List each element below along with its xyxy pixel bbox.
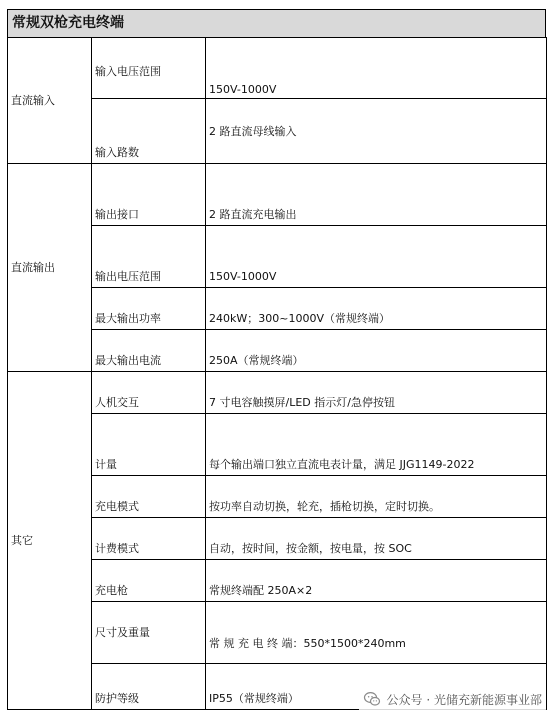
table-row <box>8 372 547 414</box>
spec-label: 输入电压范围 <box>92 38 206 99</box>
watermark <box>359 688 546 710</box>
spec-label: 计费模式 <box>92 518 206 560</box>
spec-value: IP55（常规终端） <box>206 664 547 710</box>
group-cell-dc-output: 直流输出 <box>8 164 92 372</box>
spec-label: 最大输出电流 <box>92 330 206 372</box>
watermark-text: 公众号 · 光储充新能源事业部 <box>386 692 542 707</box>
table-row <box>8 38 547 99</box>
spec-label: 计量 <box>92 414 206 476</box>
spec-value: 常规终端配 250A×2 <box>206 560 547 602</box>
spec-label: 输出电压范围 <box>92 226 206 288</box>
table-row <box>8 164 547 226</box>
spec-value: 每个输出端口独立直流电表计量，满足 JJG1149-2022 <box>206 414 547 476</box>
spec-value: 7 寸电容触摸屏/LED 指示灯/急停按钮 <box>206 372 547 414</box>
spec-label: 输出接口 <box>92 164 206 226</box>
table-title-bar <box>7 9 546 38</box>
spec-label: 尺寸及重量 <box>92 602 206 664</box>
group-cell-other: 其它 <box>8 372 92 710</box>
group-cell-dc-input: 直流输入 <box>8 38 92 164</box>
spec-value: 240kW；300~1000V（常规终端） <box>206 288 547 330</box>
spec-label: 最大输出功率 <box>92 288 206 330</box>
page-title: 常规双枪充电终端 <box>12 15 124 31</box>
spec-table <box>7 37 547 710</box>
spec-value: 250A（常规终端） <box>206 330 547 372</box>
spec-value: 按功率自动切换，轮充，插枪切换，定时切换。 <box>206 476 547 518</box>
wechat-icon <box>363 690 381 708</box>
spec-value: 2 路直流充电输出 <box>206 164 547 226</box>
spec-value: 150V-1000V <box>206 226 547 288</box>
spec-value: 150V-1000V <box>206 38 547 99</box>
spec-value: 自动，按时间，按金额，按电量，按 SOC <box>206 518 547 560</box>
spec-value: 常 规 充 电 终 端：550*1500*240mm <box>206 602 547 664</box>
spec-label: 防护等级 <box>92 664 206 710</box>
spec-label: 充电模式 <box>92 476 206 518</box>
spec-value: 2 路直流母线输入 <box>206 99 547 164</box>
spec-label: 充电枪 <box>92 560 206 602</box>
spec-label: 输入路数 <box>92 99 206 164</box>
spec-label: 人机交互 <box>92 372 206 414</box>
